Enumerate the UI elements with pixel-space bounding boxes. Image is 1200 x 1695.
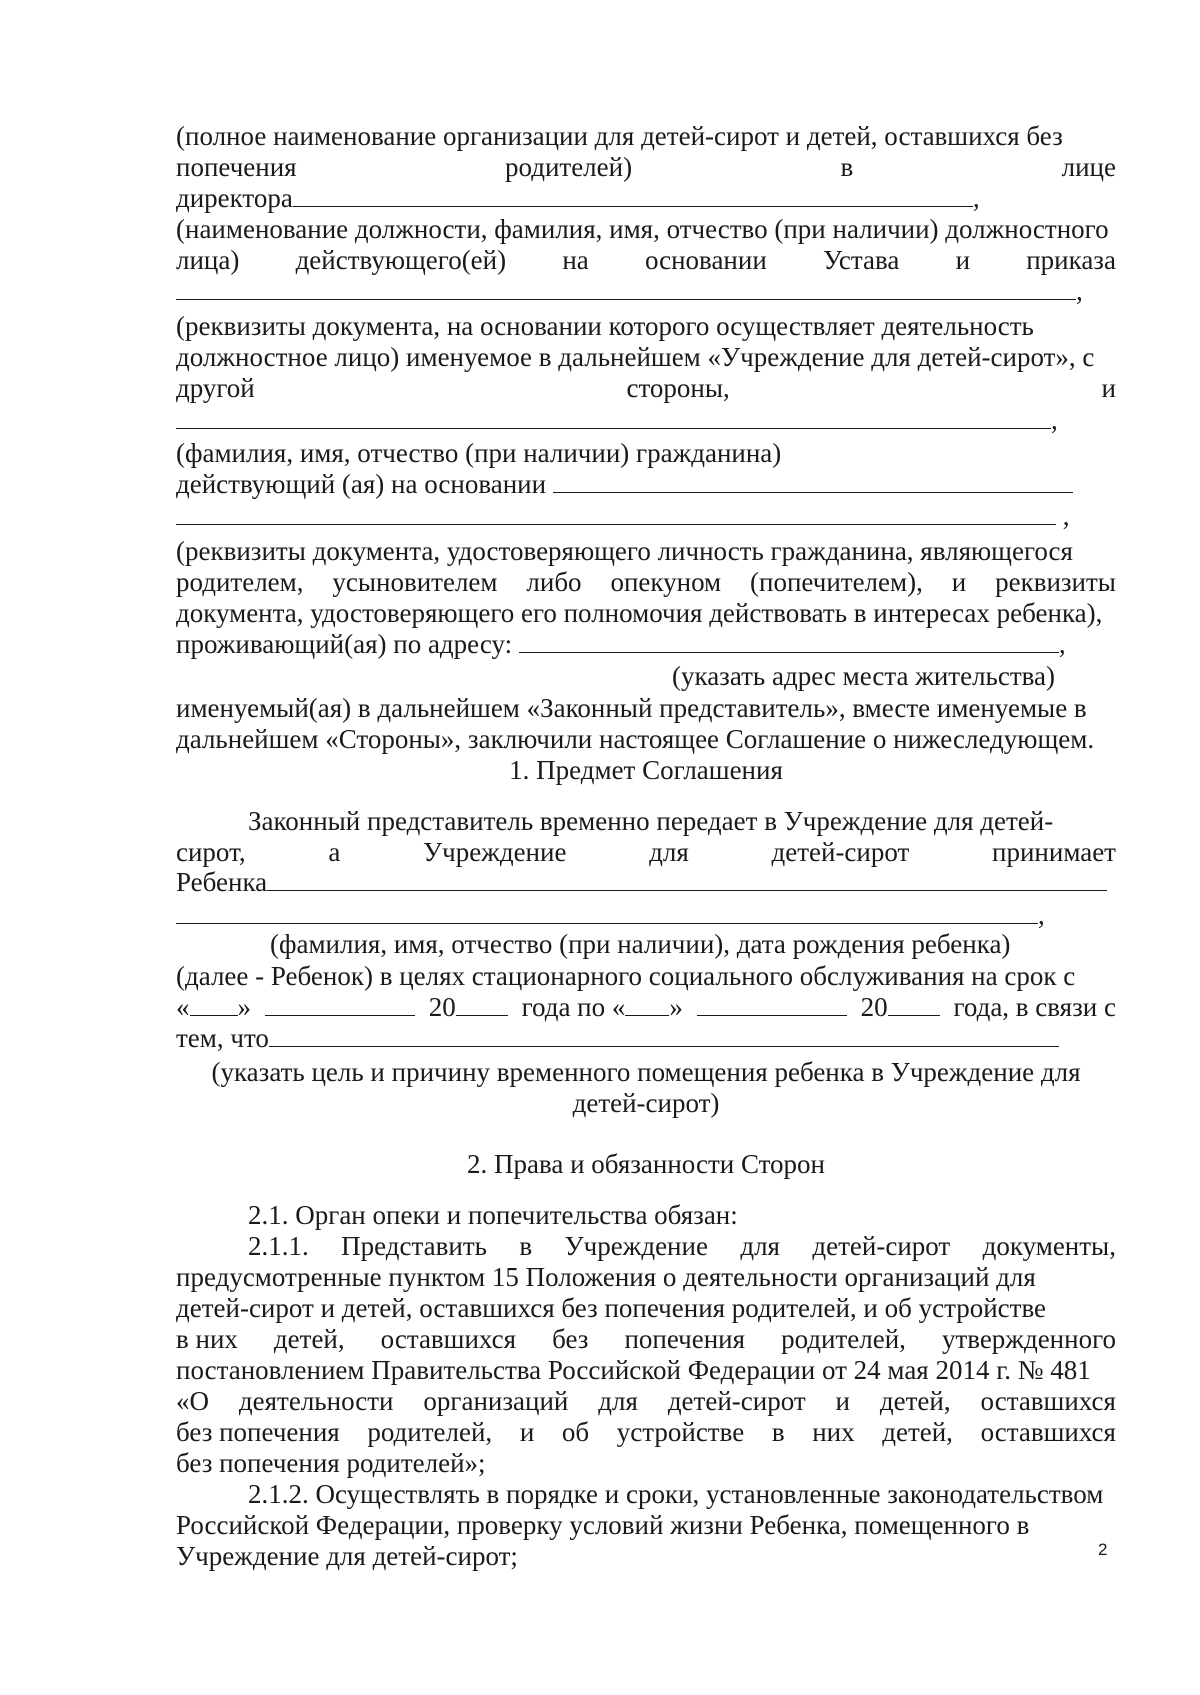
word: основании (644, 245, 767, 275)
comma: , (972, 183, 980, 213)
p212-line3: Учреждение для детей-сирот; (176, 1541, 518, 1571)
doc-note-3: документа, удостоверяющего его полномочия действовать в интересах ребенка), (176, 598, 1103, 628)
year-blank-2 (888, 991, 940, 1016)
word: оставшихся (980, 1417, 1116, 1447)
word: для (598, 1386, 638, 1416)
word: другой (176, 373, 255, 403)
requisites-note-2: должностное лицо) именуемое в дальнейшем «Учреждение для детей-сирот», с (176, 342, 1095, 372)
word: лица) (176, 245, 240, 275)
word: детей, (879, 1386, 951, 1416)
citizen-blank (176, 404, 1051, 429)
p211-line3: детей-сирот и детей, оставшихся без попечения родителей, и об устройстве (176, 1293, 1047, 1323)
word: и (1101, 373, 1116, 403)
child-line (176, 866, 1116, 898)
comma: , (1058, 629, 1066, 659)
p21: 2.1. Орган опеки и попечительства обязан: (248, 1200, 738, 1230)
comma: , (1076, 276, 1083, 306)
child-blank-2 (176, 899, 1038, 924)
word: организаций (423, 1386, 569, 1416)
word: детей-сирот (812, 1231, 951, 1261)
word: оставшихся (980, 1386, 1116, 1416)
child-blank (267, 866, 1107, 891)
p211-line1 (248, 1230, 1116, 1262)
word: без попечения (176, 1417, 340, 1447)
reason-note-1: (указать цель и причину временного помещения ребенка в Учреждение для (211, 1057, 1081, 1087)
word: детей, (882, 1417, 953, 1447)
reason-blank (269, 1022, 1059, 1047)
p211-line6 (176, 1385, 1116, 1417)
acting-basis-line (176, 468, 1116, 500)
word: Устава (823, 245, 900, 275)
word: в них (176, 1324, 238, 1354)
month-blank-2 (697, 991, 847, 1016)
word: «О (176, 1386, 209, 1416)
further-line: (далее - Ребенок) в целях стационарного социального обслуживания на срок с (176, 961, 1076, 991)
word: детей-сирот (667, 1386, 806, 1416)
word: стороны, (626, 373, 730, 403)
child-note: (фамилия, имя, отчество (при наличии), дата рождения ребенка) (270, 929, 1011, 959)
reason-note-2: детей-сирот) (572, 1088, 720, 1118)
word: (попечителем), (750, 567, 923, 597)
residing-label: проживающий(ая) по адресу: (176, 629, 513, 659)
word: родителей, (367, 1417, 493, 1447)
comma: , (1038, 900, 1045, 930)
word: усыновителем (332, 567, 498, 597)
order-blank (176, 275, 1076, 300)
word: и (955, 245, 971, 275)
order-blank-line (176, 275, 1116, 307)
word: и (519, 1417, 535, 1447)
doc-note-1: (реквизиты документа, удостоверяющего личность гражданина, являющегося (176, 536, 1073, 566)
word: родителей) (504, 152, 633, 182)
citizen-note: (фамилия, имя, отчество (при наличии) гражданина) (176, 438, 782, 468)
position-note: (наименование должности, фамилия, имя, отчество (при наличии) должностного (176, 214, 1109, 244)
word: Учреждение (423, 837, 567, 867)
day-blank (190, 991, 238, 1016)
citizen-blank-line (176, 404, 1116, 436)
word: об (561, 1417, 590, 1447)
comma: , (1062, 501, 1070, 531)
word: и (951, 567, 967, 597)
director-line (176, 182, 1116, 214)
p211-line8: без попечения родителей»; (176, 1448, 486, 1478)
p211-line2: предусмотренные пунктом 15 Положения о деятельности организаций для (176, 1262, 1036, 1292)
word: попечения (176, 152, 297, 182)
section1-title: 1. Предмет Соглашения (509, 755, 783, 785)
p211-line4 (176, 1323, 1116, 1355)
word: без (552, 1324, 589, 1354)
page-number: 2 (1098, 1540, 1108, 1559)
org-note-line-2 (176, 151, 1116, 183)
org-note-line-1: (полное наименование организации для детей-сирот и детей, оставшихся без (176, 121, 1063, 151)
child-blank-line-2 (176, 899, 1116, 931)
child-label: Ребенка (176, 867, 268, 897)
word: действующего(ей) (295, 245, 507, 275)
s1-line1: Законный представитель временно передает в Учреждение для детей- (248, 806, 1054, 836)
year-1: 20 (429, 991, 508, 1023)
word: либо (526, 567, 582, 597)
comma: , (1051, 405, 1058, 435)
word: устройстве (616, 1417, 745, 1447)
date-mid: года по « » (521, 992, 683, 1022)
word: утвержденного (941, 1324, 1116, 1354)
p212-line2: Российской Федерации, проверку условий жизни Ребенка, помещенного в (176, 1510, 1030, 1540)
word: лице (1061, 152, 1116, 182)
word: реквизиты (995, 567, 1116, 597)
word: 2.1.1. (248, 1231, 309, 1261)
address-note: (указать адрес места жительства) (672, 661, 1056, 691)
word: для (649, 837, 689, 867)
p211-line7 (176, 1416, 1116, 1448)
word: детей, (273, 1324, 345, 1354)
year-blank (456, 991, 508, 1016)
word: родителем, (176, 567, 304, 597)
word: попечения (624, 1324, 746, 1354)
year-2: 20 (861, 991, 940, 1023)
p212-line1: 2.1.2. Осуществлять в порядке и сроки, установленные законодательством (248, 1479, 1104, 1509)
word: документы, (982, 1231, 1116, 1261)
date-line (176, 991, 1116, 1023)
date-tail: года, в связи с (953, 992, 1116, 1022)
word: них (812, 1417, 855, 1447)
word: на (562, 245, 589, 275)
word: в (519, 1231, 533, 1261)
named-line-1: именуемый(ая) в дальнейшем «Законный представитель», вместе именуемые в (176, 693, 1087, 723)
acting-basis-blank (553, 468, 1073, 493)
address-blank (519, 628, 1059, 653)
word: детей-сирот (771, 837, 910, 867)
director-label: директора (176, 183, 293, 213)
word: оставшихся (380, 1324, 517, 1354)
word: Представить (341, 1231, 487, 1261)
acting-basis-label: действующий (ая) на основании (176, 469, 547, 499)
named-line-2: дальнейшем «Стороны», заключили настоящее Соглашение о нижеследующем. (176, 724, 1095, 754)
month-blank (265, 991, 415, 1016)
residing-line (176, 628, 1116, 660)
word: опекуном (610, 567, 722, 597)
basis-blank (176, 500, 1056, 525)
director-blank (293, 182, 973, 207)
section2-title: 2. Права и обязанности Сторон (466, 1149, 826, 1179)
reason-label: тем, что (176, 1023, 269, 1053)
word: в (840, 152, 854, 182)
word: для (740, 1231, 780, 1261)
requisites-note-1: (реквизиты документа, на основании которого осуществляет деятельность (176, 311, 1034, 341)
word: принимает (992, 837, 1116, 867)
word: в (771, 1417, 785, 1447)
p211-line5: постановлением Правительства Российской Федерации от 24 мая 2014 г. № 481 (176, 1355, 1091, 1385)
word: Учреждение (564, 1231, 708, 1261)
word: родителей, (781, 1324, 906, 1354)
word: а (328, 837, 341, 867)
word: деятельности (238, 1386, 394, 1416)
s1-line2 (176, 836, 1116, 868)
acting-line (176, 244, 1116, 276)
basis-blank-line (176, 500, 1116, 532)
word: приказа (1026, 245, 1116, 275)
day-blank-2 (625, 991, 669, 1016)
doc-note-2 (176, 566, 1116, 598)
word: сирот, (176, 837, 246, 867)
other-side-line (176, 372, 1116, 404)
date-start: « » (176, 992, 251, 1022)
word: и (835, 1386, 850, 1416)
reason-line (176, 1022, 1116, 1054)
